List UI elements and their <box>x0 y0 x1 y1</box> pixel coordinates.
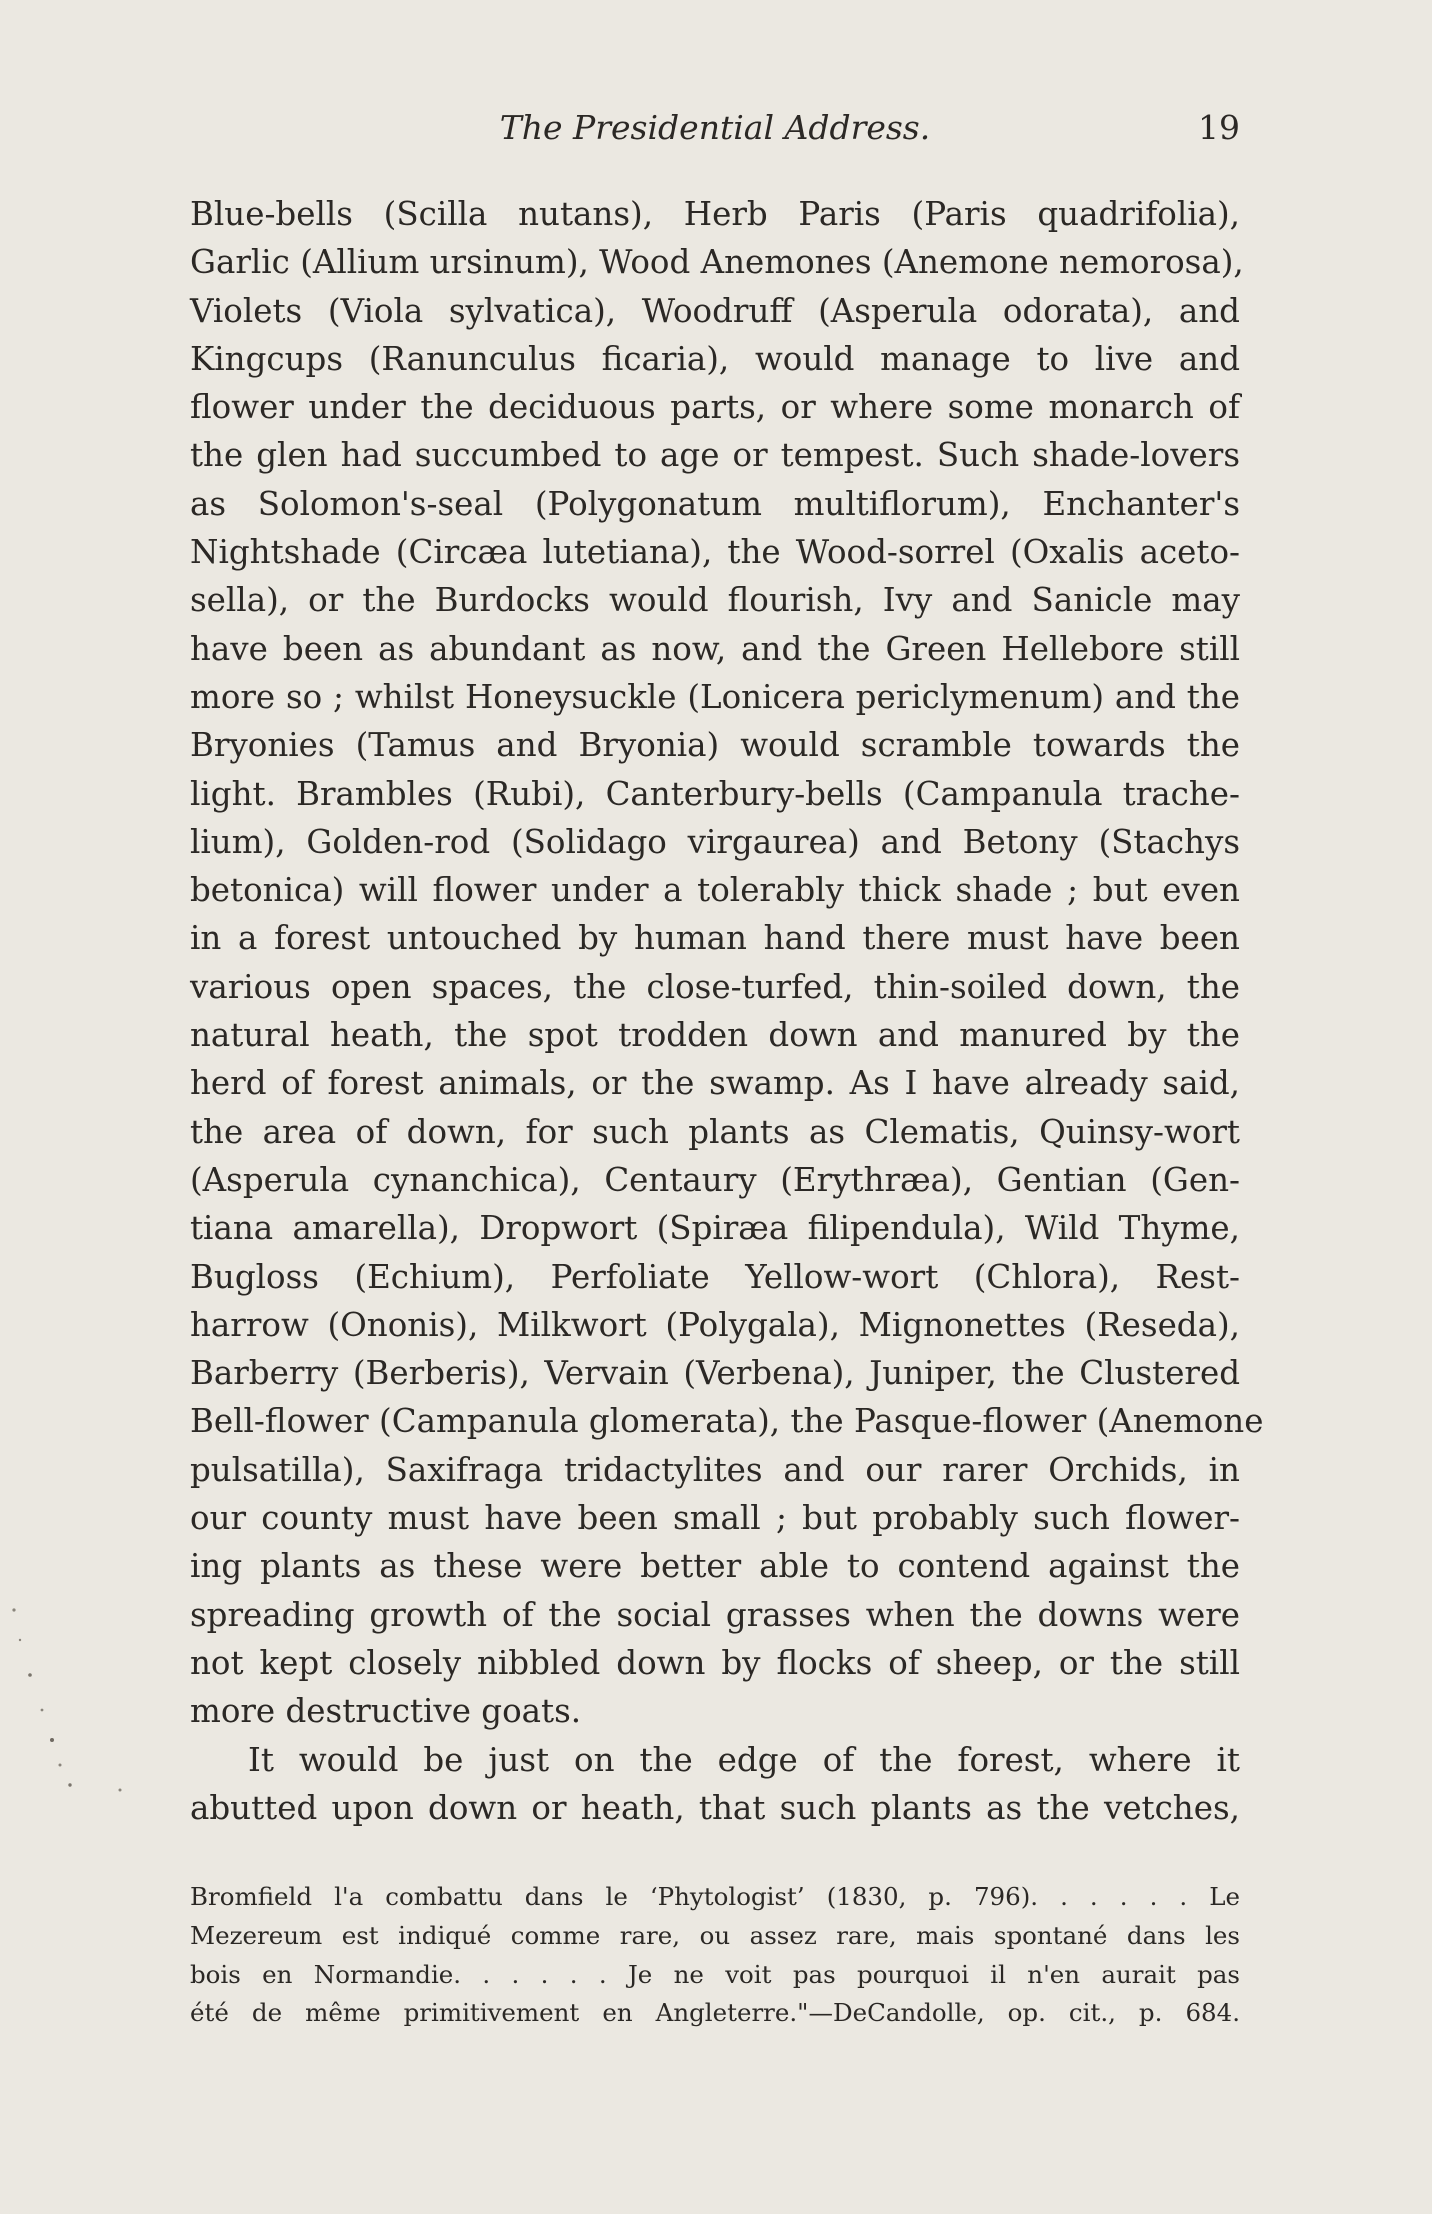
body-line: light. Brambles (Rubi), Canterbury-bells (Campanula trache- <box>190 774 1240 813</box>
body-line: Bell-flower (Campanula glomerata), the Pasque-flower (Anemone <box>190 1402 1264 1441</box>
body-line: Nightshade (Circæa lutetiana), the Wood-sorrel (Oxalis aceto- <box>190 533 1240 572</box>
margin-specks-decoration <box>0 1580 150 1880</box>
body-line: Blue-bells (Scilla nutans), Herb Paris (Paris quadrifolia), <box>190 195 1240 233</box>
page-number: 19 <box>1198 108 1240 147</box>
body-line: lium), Golden-rod (Solidago virgaurea) and Betony (Stachys <box>190 822 1240 861</box>
body-line: Kingcups (Ranunculus ficaria), would manage to live and <box>190 339 1240 378</box>
body-line: Barberry (Berberis), Vervain (Verbena), Juniper, the Clustered <box>190 1354 1240 1393</box>
body-line: the area of down, for such plants as Clematis, Quinsy-wort <box>190 1112 1240 1151</box>
body-line: sella), or the Burdocks would flourish, Ivy and Sanicle may <box>190 581 1240 620</box>
body-line: as Solomon's-seal (Polygonatum multiflorum), Enchanter's <box>190 484 1240 523</box>
body-line: various open spaces, the close-turfed, thin-soiled down, the <box>190 967 1240 1006</box>
footnote-line: Mezereum est indiqué comme rare, ou assez rare, mais spontané dans les <box>190 1920 1240 1950</box>
body-text <box>190 190 1264 1832</box>
paragraph-start-line: It would be just on the edge of the forest, where it <box>248 1740 1240 1779</box>
body-line: have been as abundant as now, and the Green Hellebore still <box>190 629 1240 668</box>
footnote <box>190 1878 1240 2033</box>
body-line: abutted upon down or heath, that such plants as the vetches, <box>190 1788 1240 1827</box>
body-line: spreading growth of the social grasses when the downs were <box>190 1595 1240 1634</box>
body-line: Garlic (Allium ursinum), Wood Anemones (Anemone nemorosa), <box>190 243 1244 282</box>
body-line: harrow (Ononis), Milkwort (Polygala), Mignonettes (Reseda), <box>190 1305 1240 1344</box>
running-title: The Presidential Address. <box>499 108 931 147</box>
body-line: not kept closely nibbled down by flocks of sheep, or the still <box>190 1643 1240 1682</box>
body-line: in a forest untouched by human hand there must have been <box>190 919 1240 958</box>
running-head <box>190 108 1240 158</box>
footnote-line: Bromfield l'a combattu dans le ‘Phytologist’ (1830, p. 796). . . . . . Le <box>190 1882 1240 1911</box>
body-line: (Asperula cynanchica), Centaury (Erythræa), Gentian (Gen- <box>190 1160 1240 1199</box>
body-line: Violets (Viola sylvatica), Woodruff (Asperula odorata), and <box>190 291 1240 330</box>
body-line: Bugloss (Echium), Perfoliate Yellow-wort (Chlora), Rest- <box>190 1257 1240 1296</box>
body-line: the glen had succumbed to age or tempest. Such shade-lovers <box>190 436 1240 475</box>
body-line: our county must have been small ; but probably such flower- <box>190 1499 1240 1538</box>
body-line: betonica) will flower under a tolerably thick shade ; but even <box>190 871 1240 910</box>
body-line: herd of forest animals, or the swamp. As I have already said, <box>190 1064 1240 1103</box>
body-line: natural heath, the spot trodden down and manured by the <box>190 1016 1240 1055</box>
footnote-line: été de même primitivement en Angleterre."—DeCandolle, op. cit., p. 684. <box>190 1998 1240 2028</box>
body-line: tiana amarella), Dropwort (Spiræa filipendula), Wild Thyme, <box>190 1209 1240 1248</box>
body-line: more so ; whilst Honeysuckle (Lonicera periclymenum) and the <box>190 677 1240 716</box>
footnote-line: bois en Normandie. . . . . . Je ne voit pas pourquoi il n'en aurait pas <box>190 1959 1240 1989</box>
body-line: ing plants as these were better able to contend against the <box>190 1547 1240 1586</box>
body-line: pulsatilla), Saxifraga tridactylites and our rarer Orchids, in <box>190 1450 1240 1489</box>
body-line: flower under the deciduous parts, or where some monarch of <box>190 388 1240 427</box>
body-line: more destructive goats. <box>190 1692 582 1731</box>
body-line: Bryonies (Tamus and Bryonia) would scramble towards the <box>190 726 1240 765</box>
